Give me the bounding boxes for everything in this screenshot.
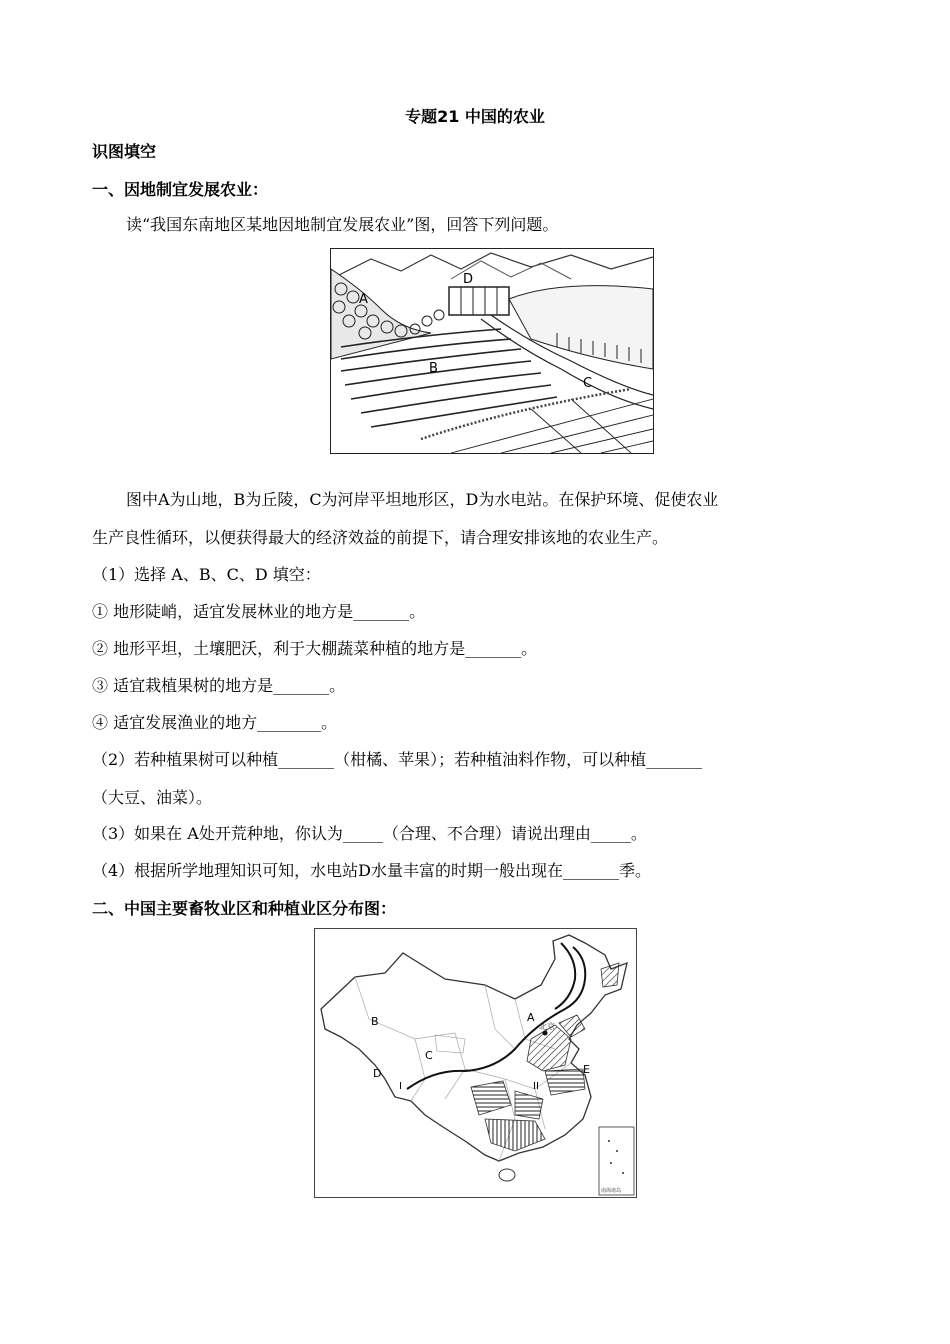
page-title: 专题21 中国的农业 bbox=[405, 107, 545, 126]
map-label-beijing: 北京 bbox=[539, 1022, 555, 1031]
label-c: C bbox=[583, 376, 593, 391]
map-label-ii: II bbox=[533, 1081, 539, 1092]
paragraph-line-1: 图中A为山地，B为丘陵，C为河岸平坦地形区，D为水电站。在保护环境、促使农业 bbox=[126, 490, 719, 509]
part2-heading: 二、中国主要畜牧业区和种植业区分布图： bbox=[92, 899, 397, 918]
china-agriculture-map bbox=[314, 928, 637, 1198]
map-label-c: C bbox=[425, 1049, 433, 1062]
map-illustration bbox=[315, 929, 636, 1197]
map-label-i: I bbox=[399, 1081, 402, 1092]
map-label-d: D bbox=[373, 1067, 382, 1080]
question-4: （4）根据所学地理知识可知，水电站D水量丰富的时期一般出现在_______季。 bbox=[92, 861, 652, 880]
question-1: （1）选择 A、B、C、D 填空： bbox=[92, 565, 321, 584]
question-2-line-2: （大豆、油菜）。 bbox=[92, 788, 213, 807]
map-label-b: B bbox=[371, 1015, 379, 1028]
label-a: A bbox=[359, 292, 368, 307]
map-label-a: A bbox=[527, 1011, 535, 1024]
paragraph-line-2: 生产良性循环，以便获得最大的经济效益的前提下，请合理安排该地的农业生产。 bbox=[92, 528, 669, 547]
part1-intro: 读“我国东南地区某地因地制宜发展农业”图，回答下列问题。 bbox=[126, 215, 559, 234]
label-d: D bbox=[463, 272, 474, 287]
part1-heading: 一、因地制宜发展农业： bbox=[92, 180, 269, 199]
section-heading: 识图填空 bbox=[92, 142, 157, 161]
terrain-illustration bbox=[331, 249, 653, 453]
question-2-line-1: （2）若种植果树可以种植_______（柑橘、苹果）；若种植油料作物，可以种植_______ bbox=[92, 750, 703, 769]
map-label-e: E bbox=[583, 1063, 590, 1076]
question-1-1: ① 地形陡峭，适宜发展林业的地方是_______。 bbox=[92, 602, 426, 621]
map-label-inset: 南海诸岛 bbox=[601, 1188, 622, 1194]
terrain-figure bbox=[330, 248, 654, 454]
question-1-2: ② 地形平坦，土壤肥沃，利于大棚蔬菜种植的地方是_______。 bbox=[92, 639, 538, 658]
question-3: （3）如果在 A处开荒种地，你认为_____（合理、不合理）请说出理由_____。 bbox=[92, 824, 647, 843]
label-b: B bbox=[429, 361, 438, 376]
question-1-4: ④ 适宜发展渔业的地方________。 bbox=[92, 713, 338, 732]
question-1-3: ③ 适宜栽植果树的地方是_______。 bbox=[92, 676, 346, 695]
